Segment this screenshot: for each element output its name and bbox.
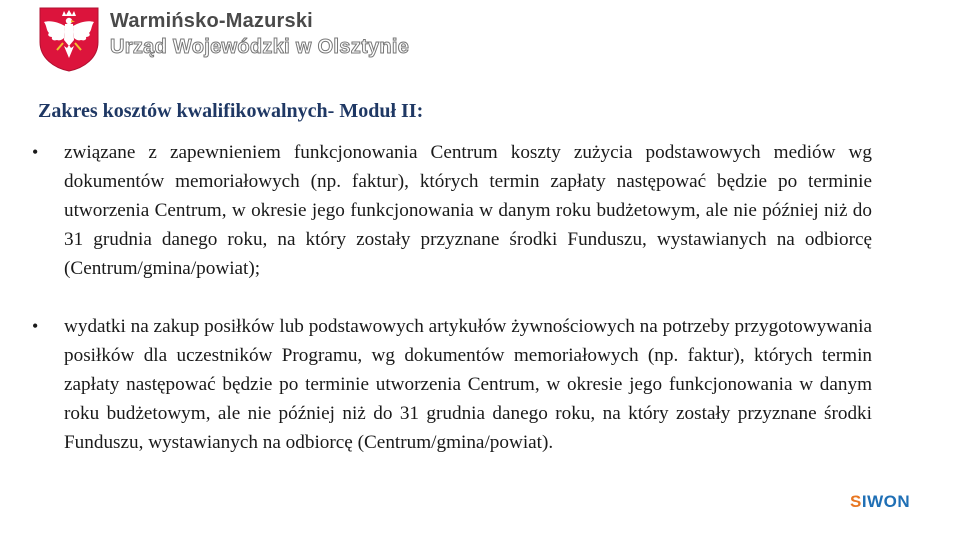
organization-name-line2: Urząd Wojewódzki w Olsztynie: [110, 36, 410, 58]
siwon-logo-rest: IWON: [861, 492, 911, 511]
organization-name-line1: Warmińsko-Mazurski: [110, 10, 313, 32]
bullet-item: • wydatki na zakup posiłków lub podstawowych artykułów żywnościowych na potrzeby przygotowywania posiłków dla uczestników Programu, wg dokumentów memoriałowych (np. faktur), których termin zapłaty następować będzie po terminie utworzenia Centrum, w okresie jego funkcjonowania w danym roku budżetowym, ale nie później niż do 31 grudnia danego roku, na który zostały przyznane środki Funduszu, wystawianych na odbiorcę (Centrum/gmina/powiat).: [32, 312, 872, 457]
siwon-logo-initial: S: [850, 492, 862, 511]
organization-name: [110, 10, 409, 59]
polish-eagle-crest-icon: [38, 6, 100, 72]
slide-title: Zakres kosztów kwalifikowalnych- Moduł II:: [38, 100, 424, 122]
bullet-item: • związane z zapewnieniem funkcjonowania Centrum koszty zużycia podstawowych mediów wg dokumentów memoriałowych (np. faktur), których termin zapłaty następować będzie po terminie utworzenia Centrum, w okresie jego funkcjonowania w danym roku budżetowym, ale nie później niż do 31 grudnia danego roku, na który zostały przyznane środki Funduszu, wystawianych na odbiorcę (Centrum/gmina/powiat);: [32, 138, 872, 283]
bullet-list: [32, 138, 872, 457]
header: [38, 6, 409, 72]
siwon-logo: [850, 492, 910, 512]
